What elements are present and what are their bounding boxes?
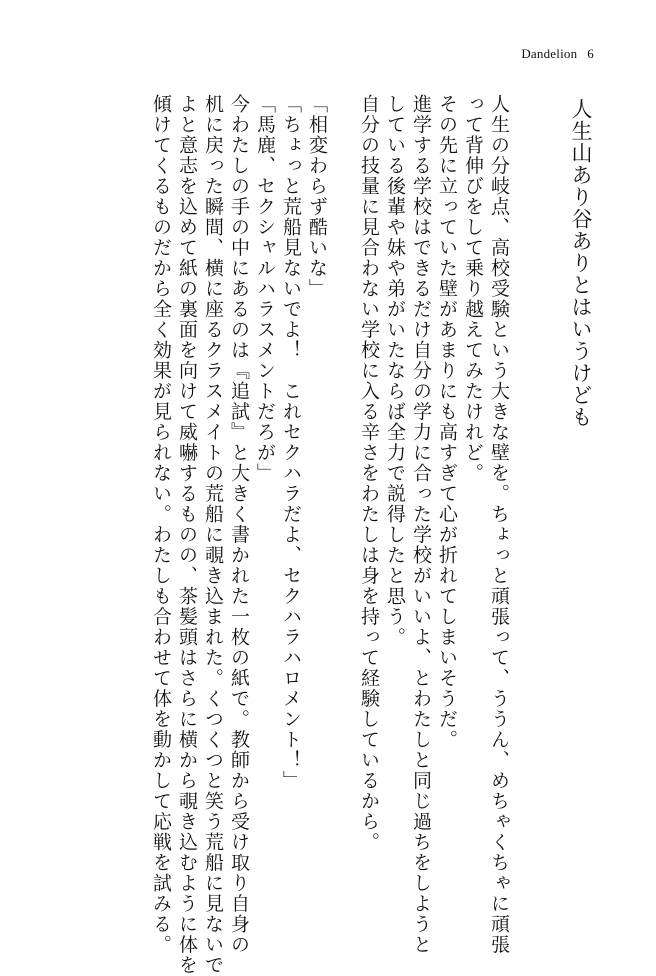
text-line: 自分の技量に見合わない学校に入る辛さをわたしは身を持って経験しているから。: [358, 94, 380, 853]
text-line: よと意志を込めて紙の裏面を向けて威嚇するものの、茶髪頭はさらに横から覗き込むように体を: [176, 94, 198, 976]
body-text: [148, 94, 512, 976]
text-line: 「馬鹿、セクシャルハラスメントだろが」: [254, 94, 276, 484]
running-head: [521, 46, 594, 62]
text-line: 人生の分岐点、高校受験という大きな壁を。ちょっと頑張って、ううん、めちゃくちゃに頑張: [488, 94, 510, 955]
text-line: って背伸びをして乗り越えてみたけれど。: [462, 94, 484, 484]
text-line: 傾けてくるものだから全く効果が見られない。わたしも合わせて体を動かして応戦を試みる。: [150, 94, 172, 955]
text-line: 机に戻った瞬間、横に座るクラスメイトの荒船に覗き込まれた。くつくつと笑う荒船に見ないで: [202, 94, 224, 976]
text-line: している後輩や妹や弟がいたならば全力で説得したと思う。: [384, 94, 406, 648]
text-line: 今わたしの手の中にあるのは『追試』と大きく書かれた一枚の紙で。教師から受け取り自身の: [228, 94, 250, 955]
page-number: 6: [587, 46, 594, 61]
chapter-title: 人生山あり谷ありとはいうけども: [569, 98, 593, 428]
book-title: Dandelion: [521, 46, 578, 61]
text-line: 進学する学校はできるだけ自分の学力に合った学校がいいよ、とわたしと同じ過ちをしようと: [410, 94, 432, 955]
text-line: 「相変わらず酷いな」: [306, 94, 328, 299]
text-line: 「ちょっと荒船見ないでよ！ これセクハラだよ、セクハラハロメント！」: [280, 94, 302, 791]
text-line: その先に立っていた壁があまりにも高すぎて心が折れてしまいそうだ。: [436, 94, 458, 750]
